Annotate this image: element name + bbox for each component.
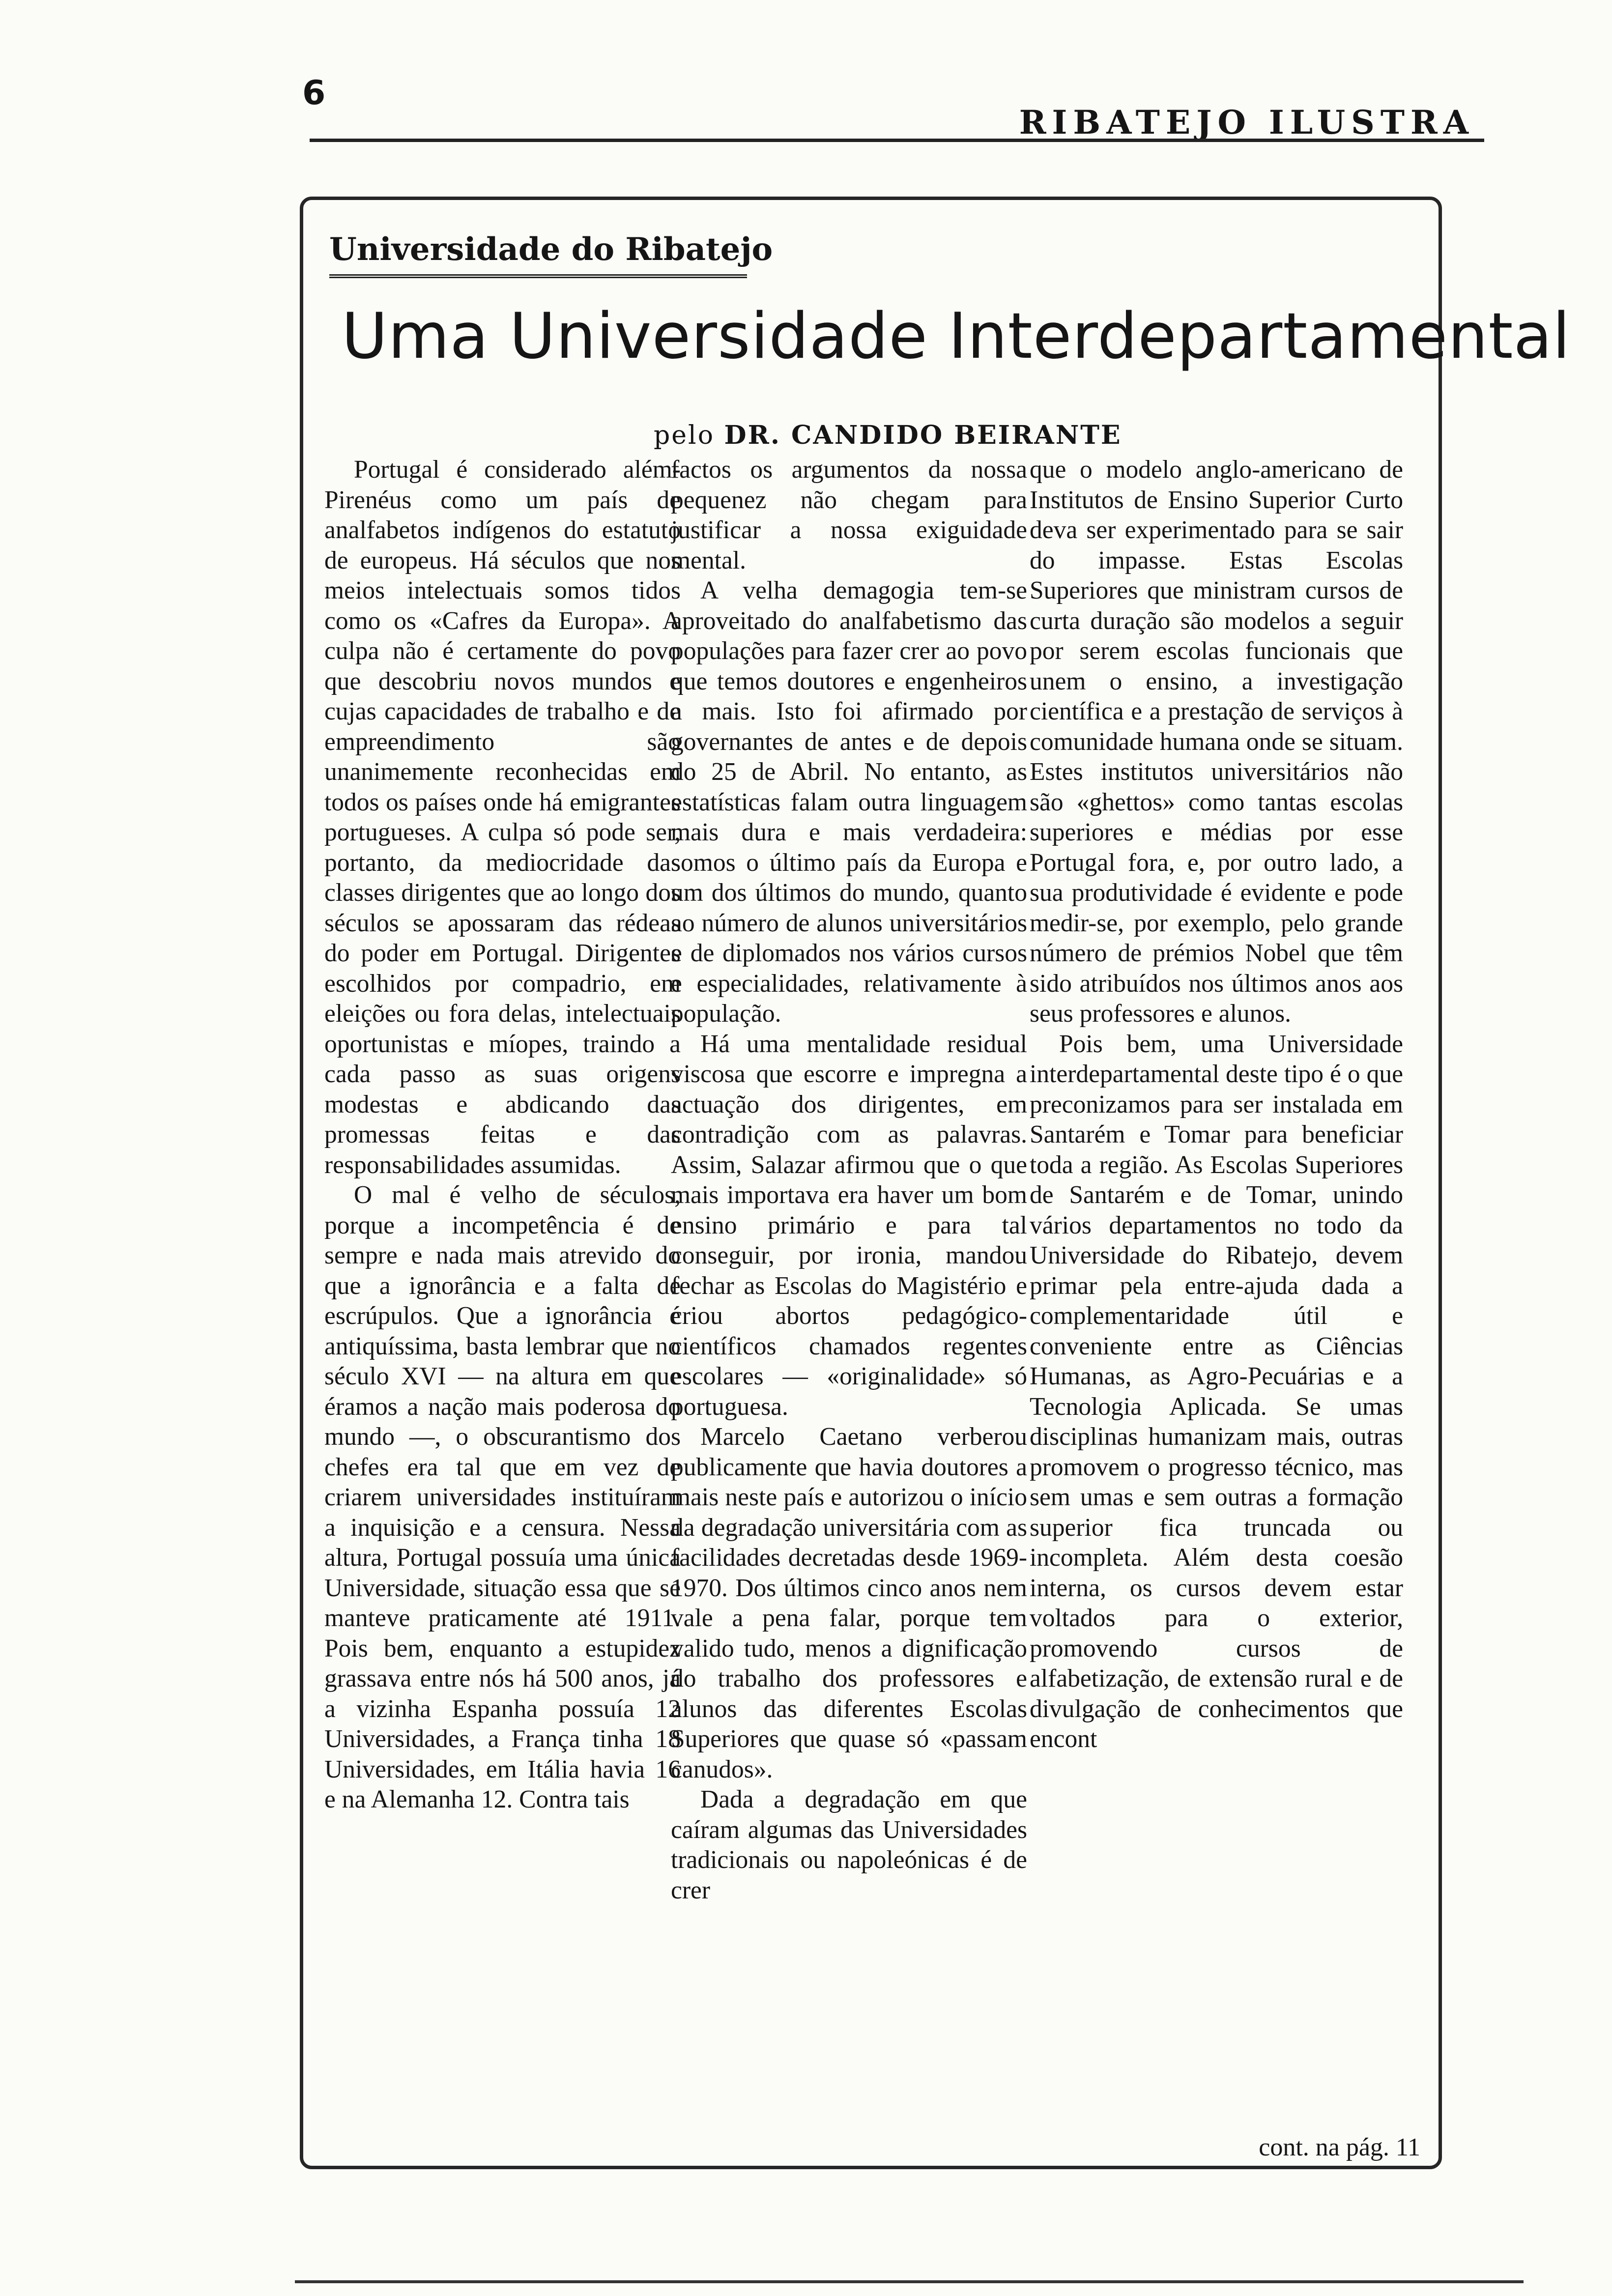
column-3-paragraph: que o modelo anglo-americano de Institutos de Ensino Superior Curto deva ser experimentado para se sair do impasse. Estas Escolas Superiores que ministram cursos de curta duração são modelos a seguir por serem escolas funcionais que unem o ensino, a investigação científica e a prestação de serviços à comunidade humana onde se situam. Estes institutos universitários não são «ghettos» como tantas escolas superiores e médias por esse Portugal fora, e, por outro lado, a sua produtividade é evidente e pode medir-se, por exemplo, pelo grande número de prémios Nobel que têm sido atribuídos nos últimos anos aos seus professores e alunos. bbox=[1030, 456, 1403, 1028]
byline-prefix: pelo bbox=[654, 421, 715, 450]
column-1-paragraph: O mal é velho de séculos, porque a incompetência é de sempre e nada mais atrevido do que a ignorância e a falta de escrúpulos. Que a ignorância é antiquíssima, basta lembrar que no século XVI — na altura em que éramos a nação mais poderosa do mundo —, o obscurantismo dos chefes era tal que em vez de criarem universidades instituíram a inquisição e a censura. Nessa altura, Portugal possuía uma única Universidade, situação essa que se manteve praticamente até 1911. Pois bem, enquanto a estupidez grassava entre nós há 500 anos, já a vizinha Espanha possuía 12 Universidades, a França tinha 18 Universidades, em Itália havia 16 e na Alemanha 12. Contra tais bbox=[324, 1181, 681, 1813]
column-2-paragraph: A velha demagogia tem-se aproveitado do analfabetismo das populações para fazer crer ao povo que temos doutores e engenheiros a mais. Isto foi afirmado por governantes de antes e de depois do 25 de Abril. No entanto, as estatísticas falam outra linguagem mais dura e mais verdadeira: somos o último país da Europa e um dos últimos do mundo, quanto ao número de alunos universitários e de diplomados nos vários cursos e especialidades, relativamente à população. bbox=[671, 576, 1027, 1028]
byline bbox=[654, 420, 1122, 450]
author-name: DR. CANDIDO BEIRANTE bbox=[724, 420, 1122, 450]
article-column-3 bbox=[1030, 455, 1403, 2155]
column-3-paragraph: Pois bem, uma Universidade interdepartamental deste tipo é o que preconizamos para ser instalada em Santarém e Tomar para beneficiar toda a região. As Escolas Superiores de Santarém e de Tomar, unindo vários departamentos no todo da Universidade do Ribatejo, devem primar pela entre-ajuda dada a complementaridade útil e conveniente entre as Ciências Humanas, as Agro-Pecuárias e a Tecnologia Aplicada. Se umas disciplinas humanizam mais, outras promovem o progresso técnico, mas sem umas e sem outras a formação superior fica truncada ou incompleta. Além desta coesão interna, os cursos devem estar voltados para o exterior, promovendo cursos de alfabetização, de extensão rural e de divulgação de conhecimentos que encont bbox=[1030, 1030, 1403, 1753]
header-rule bbox=[310, 132, 1484, 142]
column-2-paragraph: Há uma mentalidade residual viscosa que escorre e impregna a actuação dos dirigentes, em contradição com as palavras. Assim, Salazar afirmou que o que mais importava era haver um bom ensino primário e para tal conseguir, por ironia, mandou fechar as Escolas do Magistério e criou abortos pedagógico-científicos chamados regentes escolares — «originalidade» só portuguesa. bbox=[671, 1030, 1027, 1421]
section-label: Universidade do Ribatejo bbox=[329, 231, 773, 268]
column-2-paragraph: Marcelo Caetano verberou publicamente que havia doutores a mais neste país e autorizou o início da degradação universitária com as facilidades decretadas desde 1969-1970. Dos últimos cinco anos nem vale a pena falar, porque tem valido tudo, menos a dignificação do trabalho dos professores e alunos das diferentes Escolas Superiores que quase só «passam canudos». bbox=[671, 1423, 1027, 1783]
section-underline bbox=[329, 274, 747, 278]
masthead: RIBATEJO ILUSTRA bbox=[1019, 103, 1474, 142]
bottom-rule bbox=[295, 2280, 1524, 2283]
column-1-paragraph: Portugal é considerado além-Pirenéus como um país de analfabetos indígenos do estatuto de europeus. Há séculos que nos meios intelectuais somos tidos como os «Cafres da Europa». A culpa não é certamente do povo que descobriu novos mundos e cujas capacidades de trabalho e de empreendimento são unanimemente reconhecidas em todos os países onde há emigrantes portugueses. A culpa só pode ser, portanto, da mediocridade das classes dirigentes que ao longo dos séculos se apossaram das rédeas do poder em Portugal. Dirigentes escolhidos por compadrio, em eleições ou fora delas, intelectuais oportunistas e míopes, traindo a cada passo as suas origens modestas e abdicando das promessas feitas e das responsabilidades assumidas. bbox=[324, 456, 681, 1179]
article-headline: Uma Universidade Interdepartamental bbox=[342, 300, 1571, 373]
page-number: 6 bbox=[302, 74, 326, 113]
column-2-paragraph: Dada a degradação em que caíram algumas das Universidades tradicionais ou napoleónicas é de crer bbox=[671, 1785, 1027, 1904]
article-column-2 bbox=[671, 455, 1027, 2155]
continued-note: cont. na pág. 11 bbox=[1259, 2133, 1420, 2161]
article-column-1 bbox=[324, 455, 681, 2155]
column-2-paragraph: factos os argumentos da nossa pequenez não chegam para justificar a nossa exiguidade mental. bbox=[671, 456, 1027, 574]
